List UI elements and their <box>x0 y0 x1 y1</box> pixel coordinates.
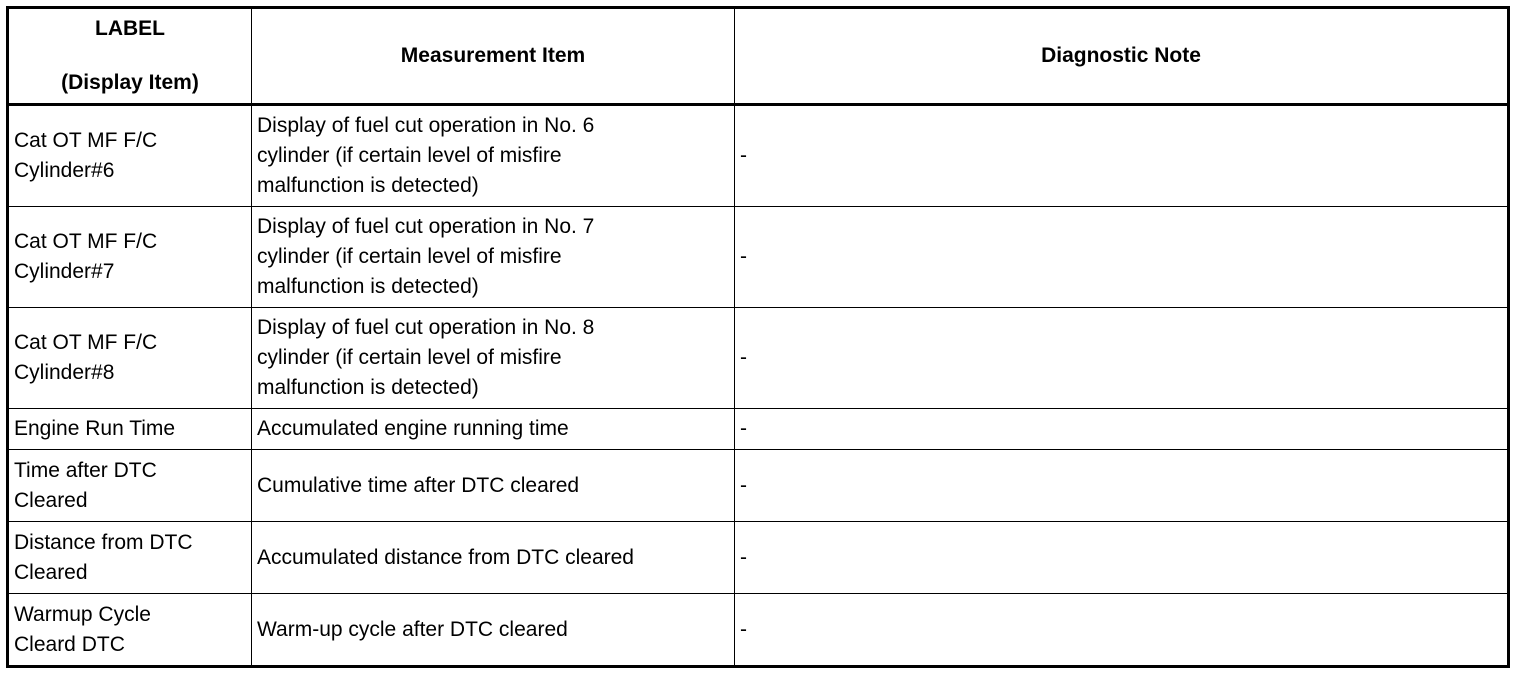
header-row <box>8 8 1509 105</box>
row-measurement: Display of fuel cut operation in No. 6 cylinder (if certain level of misfire malfunction is detected) <box>252 105 735 207</box>
row-note: - <box>735 308 1509 409</box>
header-label-main: LABEL <box>95 17 165 40</box>
table-row <box>8 450 1509 522</box>
table-row <box>8 594 1509 667</box>
diagnostic-table <box>6 6 1510 668</box>
table-row <box>8 409 1509 450</box>
row-measurement: Warm-up cycle after DTC cleared <box>252 594 735 667</box>
row-measurement: Display of fuel cut operation in No. 7 cylinder (if certain level of misfire malfunction is detected) <box>252 207 735 308</box>
row-label: Cat OT MF F/C Cylinder#7 <box>8 207 252 308</box>
header-note: Diagnostic Note <box>735 8 1509 105</box>
table-row <box>8 105 1509 207</box>
row-note: - <box>735 409 1509 450</box>
row-label: Warmup Cycle Cleard DTC <box>8 594 252 667</box>
row-label: Cat OT MF F/C Cylinder#8 <box>8 308 252 409</box>
row-measurement: Display of fuel cut operation in No. 8 cylinder (if certain level of misfire malfunction is detected) <box>252 308 735 409</box>
table-row <box>8 522 1509 594</box>
table-row <box>8 207 1509 308</box>
row-label: Distance from DTC Cleared <box>8 522 252 594</box>
table-body <box>8 105 1509 667</box>
row-note: - <box>735 207 1509 308</box>
row-measurement: Accumulated engine running time <box>252 409 735 450</box>
table-row <box>8 308 1509 409</box>
header-label <box>8 8 252 105</box>
table-header <box>8 8 1509 105</box>
row-measurement: Accumulated distance from DTC cleared <box>252 522 735 594</box>
header-label-sub: (Display Item) <box>61 71 199 94</box>
row-note: - <box>735 594 1509 667</box>
row-label: Time after DTC Cleared <box>8 450 252 522</box>
row-measurement: Cumulative time after DTC cleared <box>252 450 735 522</box>
row-label: Cat OT MF F/C Cylinder#6 <box>8 105 252 207</box>
row-note: - <box>735 522 1509 594</box>
header-measurement: Measurement Item <box>252 8 735 105</box>
row-label: Engine Run Time <box>8 409 252 450</box>
row-note: - <box>735 105 1509 207</box>
row-note: - <box>735 450 1509 522</box>
